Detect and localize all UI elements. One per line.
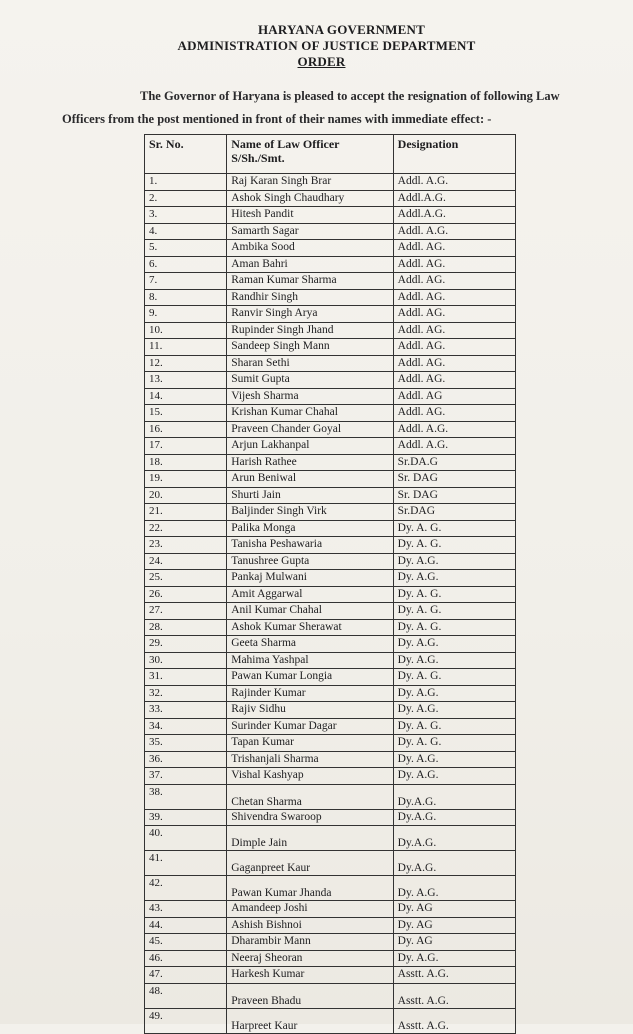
designation-cell: Addl. AG. [393, 289, 515, 306]
designation-cell: Dy.A.G. [393, 809, 515, 826]
officer-name-cell: Dimple Jain [227, 826, 393, 851]
designation-cell: Addl. A.G. [393, 438, 515, 455]
table-row [145, 586, 516, 603]
designation-cell: Addl. AG. [393, 405, 515, 422]
designation-cell: Sr. DAG [393, 471, 515, 488]
officer-name-cell: Ambika Sood [227, 240, 393, 257]
sr-no-cell: 19. [145, 471, 227, 488]
table-row [145, 223, 516, 240]
sr-no-cell: 28. [145, 619, 227, 636]
officer-name-cell: Rajinder Kumar [227, 685, 393, 702]
sr-no-cell: 2. [145, 190, 227, 207]
designation-cell: Addl. AG. [393, 273, 515, 290]
sr-no-cell: 15. [145, 405, 227, 422]
table-row [145, 273, 516, 290]
designation-cell: Dy.A.G. [393, 851, 515, 876]
table-row [145, 487, 516, 504]
table-row [145, 190, 516, 207]
designation-cell: Dy. A. G. [393, 537, 515, 554]
sr-no-cell: 7. [145, 273, 227, 290]
sr-no-cell: 3. [145, 207, 227, 224]
officer-name-cell: Randhir Singh [227, 289, 393, 306]
sr-no-cell: 5. [145, 240, 227, 257]
designation-cell: Addl. A.G. [393, 223, 515, 240]
sr-no-cell: 12. [145, 355, 227, 372]
table-row [145, 950, 516, 967]
sr-no-cell: 47. [145, 967, 227, 984]
designation-cell: Dy. A.G. [393, 950, 515, 967]
table-row [145, 702, 516, 719]
designation-cell: Dy. A. G. [393, 718, 515, 735]
header-designation: Designation [393, 135, 515, 174]
designation-cell: Dy. A. G. [393, 603, 515, 620]
designation-cell: Dy. A. G. [393, 619, 515, 636]
designation-cell: Dy. A. G. [393, 669, 515, 686]
designation-cell: Dy. AG [393, 917, 515, 934]
sr-no-cell: 44. [145, 917, 227, 934]
officer-name-cell: Rupinder Singh Jhand [227, 322, 393, 339]
officer-name-cell: Harpreet Kaur [227, 1008, 393, 1033]
table-row [145, 322, 516, 339]
table-row [145, 537, 516, 554]
sr-no-cell: 31. [145, 669, 227, 686]
table-row [145, 405, 516, 422]
sr-no-cell: 24. [145, 553, 227, 570]
law-officers-table [144, 134, 516, 1034]
table-row [145, 520, 516, 537]
designation-cell: Addl. AG. [393, 256, 515, 273]
table-row [145, 876, 516, 901]
sr-no-cell: 29. [145, 636, 227, 653]
officer-name-cell: Amit Aggarwal [227, 586, 393, 603]
intro-line-2: Officers from the post mentioned in front of their names with immediate effect: - [62, 112, 492, 126]
table-row [145, 826, 516, 851]
officer-name-cell: Arjun Lakhanpal [227, 438, 393, 455]
designation-cell: Sr.DA.G [393, 454, 515, 471]
sr-no-cell: 39. [145, 809, 227, 826]
designation-cell: Dy. A. G. [393, 735, 515, 752]
officer-name-cell: Vishal Kashyap [227, 768, 393, 785]
designation-cell: Addl.A.G. [393, 207, 515, 224]
designation-cell: Dy. A. G. [393, 586, 515, 603]
officer-name-cell: Shurti Jain [227, 487, 393, 504]
officer-name-cell: Gaganpreet Kaur [227, 851, 393, 876]
government-title: HARYANA GOVERNMENT [258, 22, 425, 37]
designation-cell: Dy. A.G. [393, 751, 515, 768]
officer-name-cell: Ashok Singh Chaudhary [227, 190, 393, 207]
designation-cell: Dy.A.G. [393, 784, 515, 809]
sr-no-cell: 33. [145, 702, 227, 719]
table-row [145, 751, 516, 768]
sr-no-cell: 40. [145, 826, 227, 851]
officer-name-cell: Raj Karan Singh Brar [227, 174, 393, 191]
sr-no-cell: 38. [145, 784, 227, 809]
officer-name-cell: Ranvir Singh Arya [227, 306, 393, 323]
sr-no-cell: 6. [145, 256, 227, 273]
table-row [145, 735, 516, 752]
officer-name-cell: Anil Kumar Chahal [227, 603, 393, 620]
designation-cell: Sr.DAG [393, 504, 515, 521]
designation-cell: Dy. A.G. [393, 876, 515, 901]
table-row [145, 636, 516, 653]
officer-name-cell: Trishanjali Sharma [227, 751, 393, 768]
sr-no-cell: 41. [145, 851, 227, 876]
sr-no-cell: 34. [145, 718, 227, 735]
officer-name-cell: Hitesh Pandit [227, 207, 393, 224]
table-row [145, 917, 516, 934]
table-body [145, 174, 516, 1034]
officer-name-cell: Pawan Kumar Jhanda [227, 876, 393, 901]
designation-cell: Dy. A.G. [393, 685, 515, 702]
header-name-line2: S/Sh./Smt. [231, 151, 285, 165]
header-sr-no: Sr. No. [145, 135, 227, 174]
sr-no-cell: 30. [145, 652, 227, 669]
officer-name-cell: Raman Kumar Sharma [227, 273, 393, 290]
sr-no-cell: 22. [145, 520, 227, 537]
sr-no-cell: 35. [145, 735, 227, 752]
officer-name-cell: Sumit Gupta [227, 372, 393, 389]
sr-no-cell: 17. [145, 438, 227, 455]
designation-cell: Addl. A.G. [393, 174, 515, 191]
intro-line-1: The Governor of Haryana is pleased to accept the resignation of following Law [140, 89, 560, 103]
table-row [145, 570, 516, 587]
officer-name-cell: Amandeep Joshi [227, 901, 393, 918]
table-row [145, 619, 516, 636]
sr-no-cell: 46. [145, 950, 227, 967]
sr-no-cell: 21. [145, 504, 227, 521]
designation-cell: Addl. A.G. [393, 421, 515, 438]
table-row [145, 652, 516, 669]
designation-cell: Addl. AG [393, 388, 515, 405]
sr-no-cell: 9. [145, 306, 227, 323]
table-row [145, 603, 516, 620]
table-row [145, 339, 516, 356]
officer-name-cell: Surinder Kumar Dagar [227, 718, 393, 735]
officer-name-cell: Tanisha Peshawaria [227, 537, 393, 554]
sr-no-cell: 1. [145, 174, 227, 191]
sr-no-cell: 20. [145, 487, 227, 504]
department-title: ADMINISTRATION OF JUSTICE DEPARTMENT [177, 38, 476, 53]
table-row [145, 809, 516, 826]
table-row [145, 685, 516, 702]
designation-cell: Addl. AG. [393, 306, 515, 323]
table-row [145, 306, 516, 323]
sr-no-cell: 8. [145, 289, 227, 306]
officer-name-cell: Palika Monga [227, 520, 393, 537]
designation-cell: Dy.A.G. [393, 826, 515, 851]
table-row [145, 289, 516, 306]
officer-name-cell: Tanushree Gupta [227, 553, 393, 570]
officer-name-cell: Aman Bahri [227, 256, 393, 273]
sr-no-cell: 45. [145, 934, 227, 951]
officer-name-cell: Ashish Bishnoi [227, 917, 393, 934]
table-row [145, 934, 516, 951]
sr-no-cell: 37. [145, 768, 227, 785]
table-row [145, 174, 516, 191]
designation-cell: Dy. A.G. [393, 768, 515, 785]
table-row [145, 1008, 516, 1033]
designation-cell: Dy. A. G. [393, 520, 515, 537]
table-row [145, 983, 516, 1008]
officer-name-cell: Dharambir Mann [227, 934, 393, 951]
designation-cell: Dy. A.G. [393, 636, 515, 653]
sr-no-cell: 16. [145, 421, 227, 438]
officer-name-cell: Rajiv Sidhu [227, 702, 393, 719]
sr-no-cell: 18. [145, 454, 227, 471]
table-row [145, 901, 516, 918]
sr-no-cell: 42. [145, 876, 227, 901]
sr-no-cell: 43. [145, 901, 227, 918]
sr-no-cell: 36. [145, 751, 227, 768]
designation-cell: Asstt. A.G. [393, 1008, 515, 1033]
designation-cell: Dy. AG [393, 901, 515, 918]
designation-cell: Dy. A.G. [393, 570, 515, 587]
officer-name-cell: Vijesh Sharma [227, 388, 393, 405]
table-header-row [145, 135, 516, 174]
table-row [145, 207, 516, 224]
designation-cell: Asstt. A.G. [393, 983, 515, 1008]
officer-name-cell: Praveen Chander Goyal [227, 421, 393, 438]
officer-name-cell: Neeraj Sheoran [227, 950, 393, 967]
table-row [145, 421, 516, 438]
officer-name-cell: Shivendra Swaroop [227, 809, 393, 826]
sr-no-cell: 27. [145, 603, 227, 620]
table-row [145, 967, 516, 984]
officer-name-cell: Harish Rathee [227, 454, 393, 471]
table-row [145, 669, 516, 686]
officer-name-cell: Praveen Bhadu [227, 983, 393, 1008]
officer-name-cell: Harkesh Kumar [227, 967, 393, 984]
order-title: ORDER [297, 54, 346, 69]
sr-no-cell: 4. [145, 223, 227, 240]
header-name-line1: Name of Law Officer [231, 137, 340, 151]
officer-name-cell: Arun Beniwal [227, 471, 393, 488]
officer-name-cell: Sandeep Singh Mann [227, 339, 393, 356]
designation-cell: Addl. AG. [393, 322, 515, 339]
officer-name-cell: Chetan Sharma [227, 784, 393, 809]
officer-name-cell: Baljinder Singh Virk [227, 504, 393, 521]
table-row [145, 768, 516, 785]
table-row [145, 471, 516, 488]
officer-name-cell: Pawan Kumar Longia [227, 669, 393, 686]
header-name [227, 135, 393, 174]
designation-cell: Addl. AG. [393, 339, 515, 356]
sr-no-cell: 32. [145, 685, 227, 702]
table-row [145, 438, 516, 455]
sr-no-cell: 11. [145, 339, 227, 356]
designation-cell: Sr. DAG [393, 487, 515, 504]
designation-cell: Asstt. A.G. [393, 967, 515, 984]
table-row [145, 372, 516, 389]
designation-cell: Dy. A.G. [393, 702, 515, 719]
officer-name-cell: Mahima Yashpal [227, 652, 393, 669]
officer-name-cell: Samarth Sagar [227, 223, 393, 240]
officer-name-cell: Geeta Sharma [227, 636, 393, 653]
designation-cell: Addl. AG. [393, 355, 515, 372]
designation-cell: Addl. AG. [393, 372, 515, 389]
table-row [145, 454, 516, 471]
table-row [145, 504, 516, 521]
table-row [145, 355, 516, 372]
sr-no-cell: 26. [145, 586, 227, 603]
sr-no-cell: 14. [145, 388, 227, 405]
officer-name-cell: Ashok Kumar Sherawat [227, 619, 393, 636]
sr-no-cell: 10. [145, 322, 227, 339]
officer-name-cell: Sharan Sethi [227, 355, 393, 372]
sr-no-cell: 48. [145, 983, 227, 1008]
table-row [145, 784, 516, 809]
designation-cell: Addl.A.G. [393, 190, 515, 207]
officer-name-cell: Tapan Kumar [227, 735, 393, 752]
sr-no-cell: 49. [145, 1008, 227, 1033]
table-row [145, 851, 516, 876]
table-row [145, 256, 516, 273]
designation-cell: Dy. A.G. [393, 553, 515, 570]
sr-no-cell: 23. [145, 537, 227, 554]
sr-no-cell: 13. [145, 372, 227, 389]
officer-name-cell: Pankaj Mulwani [227, 570, 393, 587]
table-row [145, 553, 516, 570]
officer-name-cell: Krishan Kumar Chahal [227, 405, 393, 422]
table-row [145, 388, 516, 405]
table-row [145, 718, 516, 735]
table-row [145, 240, 516, 257]
designation-cell: Addl. AG. [393, 240, 515, 257]
designation-cell: Dy. A.G. [393, 652, 515, 669]
designation-cell: Dy. AG [393, 934, 515, 951]
sr-no-cell: 25. [145, 570, 227, 587]
